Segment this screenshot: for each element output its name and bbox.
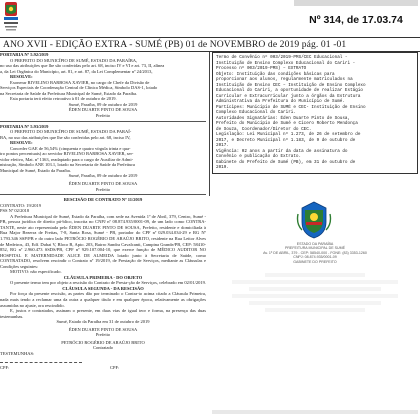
convenio-line: Gabinete do Prefeito de Sumé (PB), em 31 de outubro de	[216, 159, 356, 165]
portaria-592-signature: ÉDEN DUARTE PINTO DE SOUSA	[68, 107, 138, 113]
left-column	[0, 52, 206, 420]
rescisao-clause-1-text: O presente termo tem por objeto a rescisão do Contrato de Presta-ção de Serviços, celebrado em 02/01/2019.	[10, 280, 206, 286]
rescisao-clause-2-text: Por força da presente rescisão, as partes dão por terminado o Contra-to acima citado a Cláusula Primeira, nada mais tendo a reclamar uma da outra a qualquer título e em qualquer época, relativamente as obrigações assumidas no ajuste, ora rescindido.	[0, 291, 206, 308]
law-reference: Nº 314, de 17.03.74	[309, 14, 403, 26]
convenio-line: Administrativa da Prefeitura do Município de Sumé.	[216, 99, 345, 104]
rescisao-pss: PSS Nº 02/2018	[0, 208, 30, 214]
convenio-line: Complexo Educacional do Cariri.	[216, 110, 296, 115]
rescisao-signature-1: ÉDEN DUARTE PINTO DE SOUSA	[68, 326, 138, 332]
letterhead-line: GABINETE DO PREFEITO	[293, 259, 337, 264]
witness-cpf-2: CPF:	[110, 365, 120, 371]
faint-text-line	[249, 301, 382, 305]
portaria-593-line: Municipal de Sumé, Estado da Paraíba.	[0, 167, 71, 173]
rescisao-date: Sumé, Estado da Paraíba em 31 de outubro de 2019	[56, 319, 150, 325]
letterhead-footer-bar	[212, 410, 418, 414]
portaria-593-resolve: RESOLVE:	[10, 140, 33, 146]
faint-text-line	[232, 294, 398, 298]
faint-text-line	[249, 287, 382, 291]
faint-text-line	[232, 280, 398, 284]
rescisao-body: A Prefeitura Municipal de Sumé, Estado da Paraíba, com sede na Avenida 1º de Abril, 379, Centro, Sumé - PB, pessoa jurídica de direito pú-blico, inscrita no CNPJ nº 08.874.935/0001-09, de um lado como CONTRA-TANTE, neste ato representada pelo ÉDEN DUARTE PINTO DE SOUSA, Prefeito, residente e domiciliada à Rua Major Bezerra de Freitas, 7-8, Santa Rosa, Sumé - PB, portador do CPF nº 029.034.034-29 e RG Nº 1.793.346 SSP/PB e do outro lado PETRÓCIO ROGÉRIO DE ARAÚJO BRITO, residente na Rua Leitor Alves de Medeiros, 43, Edf. Dubai V, Bloco B, Apto. 203, Bairro Sandra Cavalcanti, Campina Grande/PB, CEP: 58410-852, RG nº 2.960.473 SSDS/PB, CPF nº 929.107.004-10, que exerce função de MÉDICO AUDITOR NO HOSPITAL E MATERNIDADE ALICE DE ALMEIDA lotado junto à Secretaria de Saúde, como CONTRATADO, resolvem rescindir o Contrato nº 19/2019, de Prestação de Serviços, mediante as Cláusulas e Condições seguintes:	[0, 213, 206, 269]
faint-text-line	[265, 273, 365, 277]
portaria-593-title: PORTARIA Nº 5.93/2019	[0, 123, 49, 129]
divider	[0, 121, 206, 122]
portaria-592-line: a, da Lei Orgânica do Município, art. 81, e art. 87, da Lei Complementar nº 24/2013,	[0, 68, 153, 74]
witness-signature-line	[0, 362, 82, 363]
faint-text-line	[265, 308, 365, 312]
witness-cpf-1: CPF:	[0, 365, 10, 371]
portaria-593-line: vidor efetivo, Mat. nº 1363, readaptado para o cargo de Auxiliar de Admi-	[0, 156, 134, 162]
portaria-593-line: nistração, Símbolo ANE 103.1, lotado na Secretaria de Saúde da Prefeitura	[0, 162, 135, 168]
rescisao-clause-1-title: CLÁUSULA PRIMEIRA - DO OBJETO	[63, 274, 143, 280]
rescisao-clause-2-title: CLÁUSULA SEGUNDA - DA RESCISÃO	[62, 285, 144, 291]
column-divider	[209, 52, 210, 196]
municipal-coat-of-arms-logo	[2, 0, 20, 36]
convenio-line: Prefeito do Município de Sumé e Cícero Roberto Mendonça	[216, 121, 358, 126]
portaria-592-role: Prefeito	[95, 113, 111, 119]
portaria-592-title: PORTARIA Nº 5.92/2019	[0, 52, 49, 57]
portaria-592-line: O PREFEITO DO MUNICÍPIO DE SUMÉ, ESTADO DA PARAÍBA,	[10, 57, 138, 63]
portaria-593-line: BA, no uso das atribuições que lhe são conferidas pelo art. 68, inciso IV,	[0, 134, 131, 140]
convenio-line: Instituição de Ensino Complexo Educacional do Cariri -	[216, 60, 356, 66]
letterhead-document	[212, 196, 418, 420]
convenio-line: Partícipes: Município de SUMÉ e CEC- Instituição de Ensino	[216, 104, 366, 110]
rescisao-witnesses: TESTEMUNHAS:	[0, 350, 35, 356]
convenio-line: Processo nº 003/2019-PMS) – EXTRATO	[216, 66, 307, 71]
convenio-line: Objeto: Instituição das condições básicas para	[216, 71, 335, 77]
letterhead-line: Av. 1º DE ABRIL, 379 - CEP: 58540-000 - FONE: (83) 3353-1260	[263, 250, 367, 255]
portaria-592-date: Sumé, Paraíba, 09 de outubro de 2019	[68, 101, 138, 107]
convenio-line: Legislação: Lei Municipal nº 1.273, de 26 de setembro de	[216, 132, 361, 137]
rescisao-closing: E, justos e contratados, assinam o presente, em duas vias de igual teor e forma, na presença das duas testemunhas.	[0, 308, 206, 319]
convenio-line: 2017, e Decreto Municipal nº 1.183, de 9 de outubro de	[216, 137, 356, 143]
municipal-seal-icon	[296, 200, 332, 240]
portaria-593-line: tro pontos percentuais) ao servidor RIVELINO BARBOSA XAVIER, ser-	[0, 151, 134, 157]
convenio-extract-box	[212, 52, 418, 174]
portaria-593-role: Prefeito	[95, 186, 111, 192]
convenio-line: Curricular e Extracurricular junto a órgãos da Estrutura	[216, 93, 361, 99]
portaria-592-line: Exonerar RIVELINO BARBOSA XAVIER, no cargo de Chefe da Divisão de	[10, 79, 150, 85]
portaria-592-line: Esta portaria terá efeito retroativo à 01 de outubro de 2019.	[10, 96, 117, 102]
witness-cpf	[0, 365, 206, 371]
portaria-592-line: Serviços Especiais de Coordenação Central de Clínica Médica, Símbolo DAS-1, lotado	[0, 85, 158, 91]
right-column	[212, 52, 418, 194]
convenio-line: Termo de Convênio nº 003/2019-PMS/CEC Educacional -	[216, 55, 348, 60]
convenio-line: Autoridades Signatárias: Éden Duarte Pinto de Sousa,	[216, 115, 351, 121]
convenio-line: Convênio e publicação do Extrato.	[216, 154, 302, 159]
edition-line: ANO XVII - EDIÇÃO EXTRA - SUMÉ (PB) 01 de NOVEMBRO de 2019 pág. 01 -01	[3, 39, 347, 50]
edition-banner	[0, 37, 420, 52]
convenio-line: 2017.	[216, 143, 229, 148]
masthead	[0, 0, 420, 37]
rescisao-contract: CONTRATO: 19/2019	[0, 202, 42, 208]
rescisao-role-1: Prefeito	[95, 332, 111, 338]
convenio-line: proporcionar aos alunos, regularmente matriculados na	[216, 77, 353, 82]
rescisao-title: RESCISÃO DE CONTRATO Nº 11/2019	[63, 197, 143, 203]
letterhead-header	[212, 242, 418, 264]
convenio-line: 2019.	[216, 165, 229, 170]
letterhead-faint-body	[232, 270, 398, 400]
convenio-line: de Souza, Coordenador/Diretor do CEC.	[216, 126, 312, 132]
portaria-593-signature: ÉDEN DUARTE PINTO DE SOUSA	[68, 181, 138, 187]
portaria-593-date: Sumé, Paraíba, 09 de outubro de 2019	[68, 173, 138, 179]
divider	[0, 194, 206, 195]
rescisao-signature-2: PETRÓCIO ROGÉRIO DE ARAÚJO BRITO	[61, 339, 145, 345]
convenio-line: Educacional do Cariri, a oportunidade de realizar Estágio	[216, 88, 363, 93]
rescisao-motivo: MOTIVO: não especificado.	[10, 269, 62, 275]
portaria-592-line: na Secretaria de Saúde da Prefeitura Municipal de Sumé, Estado da Paraíba.	[0, 90, 138, 96]
convenio-line: Instituição de Ensino CEC – Instituição de Ensino Complexo	[216, 82, 366, 88]
letterhead-line: ESTADO DA PARAÍBA	[296, 242, 334, 246]
letterhead-line: PREFEITURA MUNICIPAL DE SUMÉ	[284, 246, 346, 251]
masthead-shade-bar	[294, 0, 418, 6]
rescisao-role-2: Contratado	[93, 345, 113, 351]
portaria-592-resolve: RESOLVE:	[10, 74, 33, 80]
portaria-593-line: O PREFEITO DO MUNICÍPIO DE SUMÉ, ESTADO DA PARAÍ-	[10, 129, 132, 135]
convenio-line: Vigência: 02 anos a partir da data de assinatura do	[216, 148, 348, 154]
portaria-592-line: no uso das atribuições que lhe são conferidas pelo art. 68, inciso IV e VI e art. 73, II, alínea	[0, 63, 165, 69]
portaria-593-line: Conceder GAE de 56,54% (cinquenta e quatro vírgula trinta e qua-	[10, 145, 131, 151]
letterhead-line: CNPJ: 08.874.935/0001-09	[293, 255, 337, 260]
